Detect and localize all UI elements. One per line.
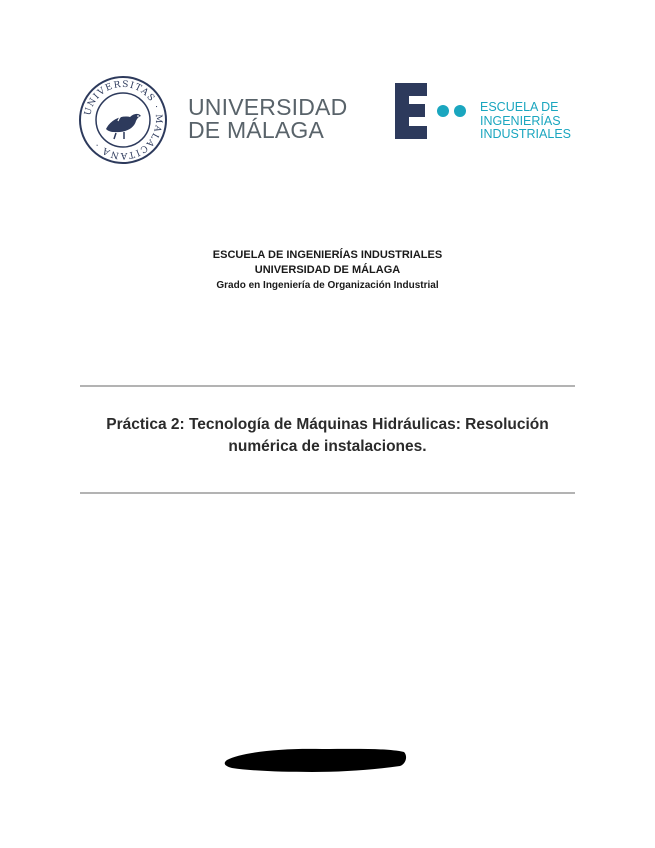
seal-text: UNIVERSITAS · MALACITANA ·	[83, 79, 164, 161]
eii-wordmark-line2: INGENIERÍAS	[480, 113, 561, 128]
document-title: Práctica 2: Tecnología de Máquinas Hidráulicas: Resolución numérica de instalaciones.	[106, 416, 549, 455]
uma-wordmark-line2: DE MÁLAGA	[188, 117, 325, 143]
eii-wordmark-line3: INDUSTRIALES	[480, 127, 571, 141]
universidad-malaga-seal-logo	[78, 75, 168, 165]
university-name: UNIVERSIDAD DE MÁLAGA	[254, 264, 401, 276]
universidad-malaga-wordmark	[188, 96, 347, 142]
eii-wordmark-line1: ESCUELA DE	[480, 100, 559, 114]
document-header	[0, 248, 655, 293]
title-bottom-rule	[80, 492, 575, 494]
school-name: ESCUELA DE INGENIERÍAS INDUSTRIALES	[212, 249, 443, 261]
escuela-ingenierias-wordmark	[480, 101, 571, 142]
uma-wordmark-line1: UNIVERSIDAD	[188, 94, 348, 120]
title-top-rule	[80, 385, 575, 387]
redacted-author-name	[222, 742, 408, 774]
escuela-ingenierias-logo-mark	[393, 81, 473, 141]
degree-name: Grado en Ingeniería de Organización Industrial	[216, 280, 439, 291]
